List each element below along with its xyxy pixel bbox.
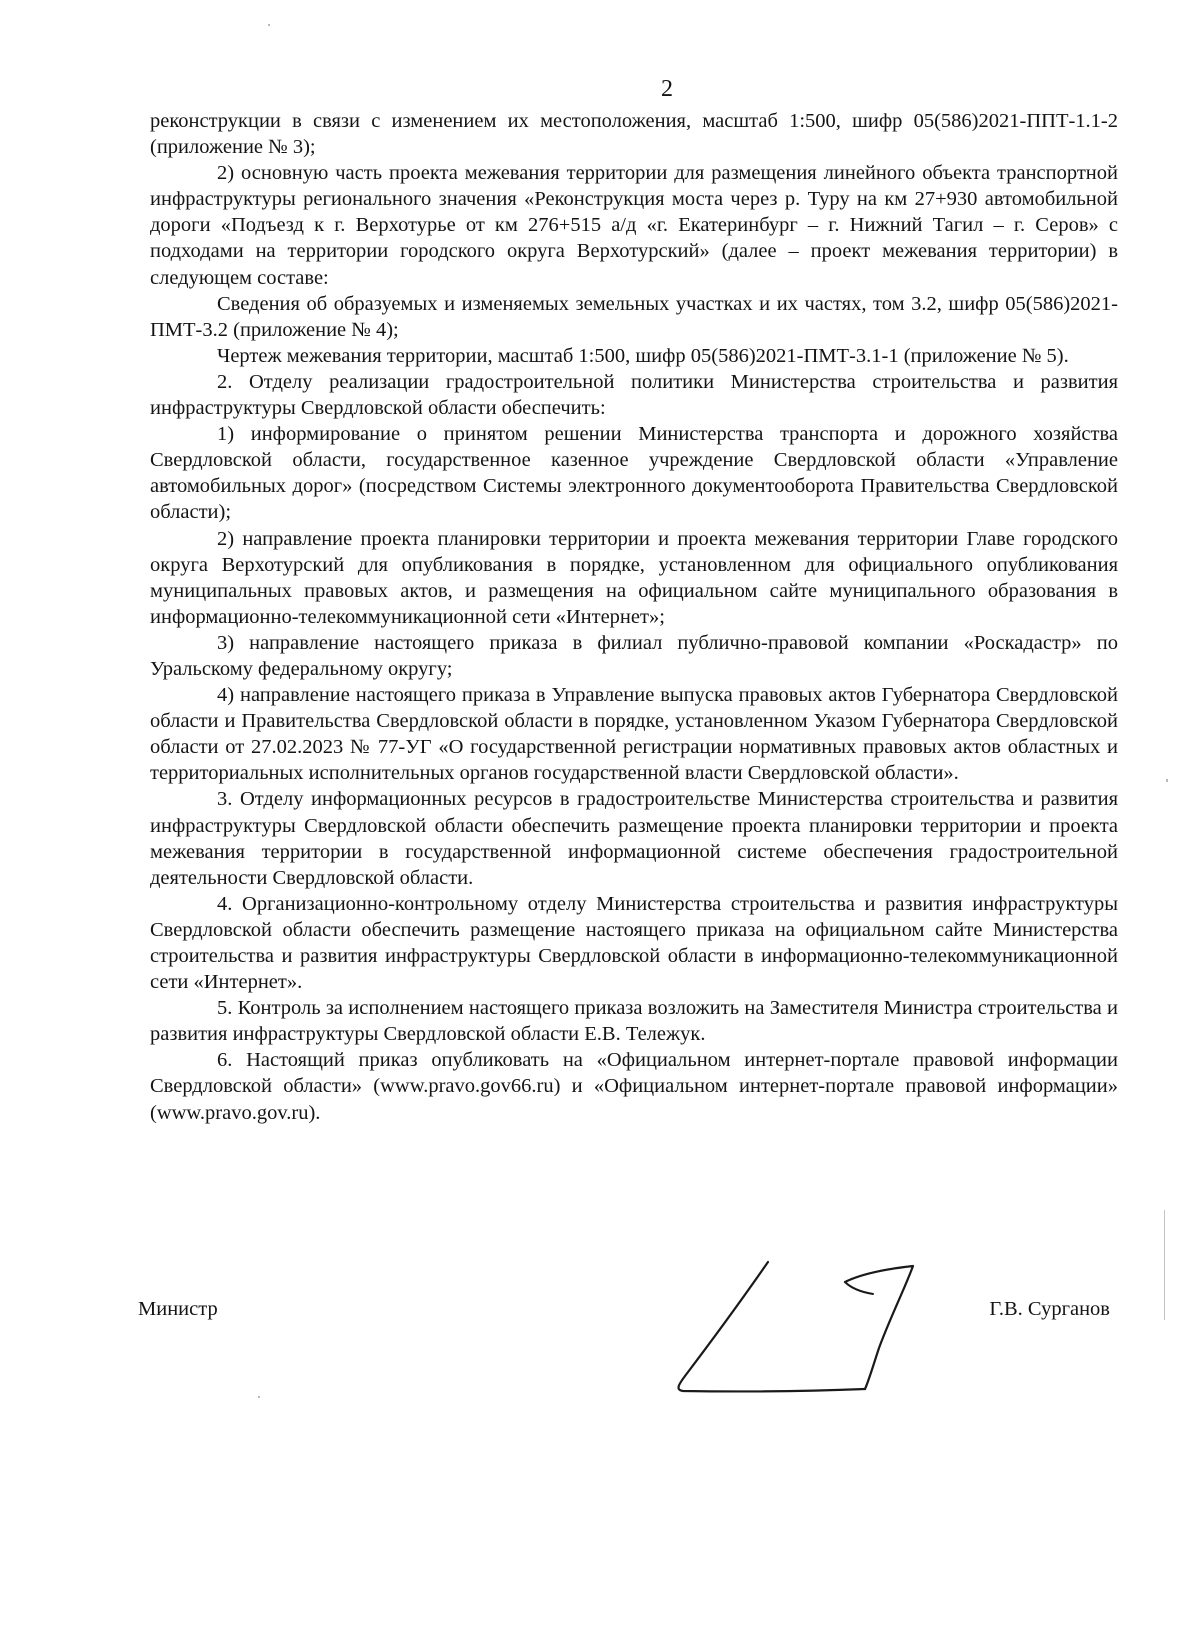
paragraph-3: Сведения об образуемых и изменяемых земельных участках и их частях, том 3.2, шифр 05(586)2021-ПМТ-3.2 (приложение № 4);	[150, 292, 1118, 341]
paragraph-9: 4) направление настоящего приказа в Управление выпуска правовых актов Губернатора Свердловской области и Правительства Свердловской области в порядке, установленном Указом Губернатора Свердловской области от 27.02.2023 № 77-УГ «О государственной регистрации нормативных правовых актов областных и территориальных исполнительных органов государственной власти Свердловской области».	[150, 684, 1118, 785]
paragraph-12: 5. Контроль за исполнением настоящего приказа возложить на Заместителя Министра строительства и развития инфраструктуры Свердловской области Е.В. Тележук.	[150, 997, 1118, 1046]
scan-speck	[268, 24, 270, 26]
scan-edge-line	[1164, 1210, 1165, 1320]
paragraph-5: 2. Отделу реализации градостроительной политики Министерства строительства и развития инфраструктуры Свердловской области обеспечить:	[150, 370, 1118, 420]
paragraph-13: 6. Настоящий приказ опубликовать на «Официальном интернет-портале правовой информации Свердловской области» (www.pravo.gov66.ru) и «Официальном интернет-портале правовой информации» (www.pravo.gov.ru).	[150, 1049, 1118, 1124]
paragraph-4: Чертеж межевания территории, масштаб 1:500, шифр 05(586)2021-ПМТ-3.1-1 (приложение № 5).	[217, 344, 1069, 367]
paragraph-1: реконструкции в связи с изменением их местоположения, масштаб 1:500, шифр 05(586)2021-ППТ-1.1-2 (приложение № 3);	[150, 110, 1118, 159]
paragraph-7: 2) направление проекта планировки территории и проекта межевания территории Главе городского округа Верхотурский для опубликования в порядке, установленном для официального опубликования муниципальных правовых актов, и размещения на официальном сайте муниципального образования в информационно-телекоммуникационной сети «Интернет»;	[150, 527, 1118, 628]
paragraph-2: 2) основную часть проекта межевания территории для размещения линейного объекта транспортной инфраструктуры регионального значения «Реконструкция моста через р. Туру на км 27+930 автомобильной дороги «Подъезд к г. Верхотурье от км 276+515 а/д «г. Екатеринбург – г. Нижний Тагил – г. Серов» с подходами на территории городского округа Верхотурский» (далее – проект межевания территории) в следующем составе:	[150, 162, 1118, 289]
signature-block	[138, 1296, 1110, 1326]
handwritten-signature	[665, 1258, 935, 1398]
scan-speck	[1166, 779, 1168, 782]
scan-speck	[258, 1396, 260, 1398]
page-number: 2	[661, 76, 673, 102]
signatory-name: Г.В. Сурганов	[989, 1298, 1110, 1320]
signatory-role: Министр	[138, 1298, 218, 1320]
paragraph-8: 3) направление настоящего приказа в филиал публично-правовой компании «Роскадастр» по Уральскому федеральному округу;	[150, 631, 1118, 680]
paragraph-10: 3. Отделу информационных ресурсов в градостроительстве Министерства строительства и развития инфраструктуры Свердловской области обеспечить размещение проекта планировки территории и проекта межевания территории в государственной информационной системе обеспечения градостроительной деятельности Свердловской области.	[150, 788, 1118, 889]
paragraph-11: 4. Организационно-контрольному отделу Министерства строительства и развития инфраструктуры Свердловской области обеспечить размещение настоящего приказа на официальном сайте Министерства строительства и развития инфраструктуры Свердловской области в информационно-телекоммуникационной сети «Интернет».	[150, 892, 1118, 994]
document-body	[150, 108, 1118, 1126]
paragraph-6: 1) информирование о принятом решении Министерства транспорта и дорожного хозяйства Свердловской области, государственное казенное учреждение Свердловской области «Управление автомобильных дорог» (посредством Системы электронного документооборота Правительства Свердловской области);	[150, 423, 1118, 524]
